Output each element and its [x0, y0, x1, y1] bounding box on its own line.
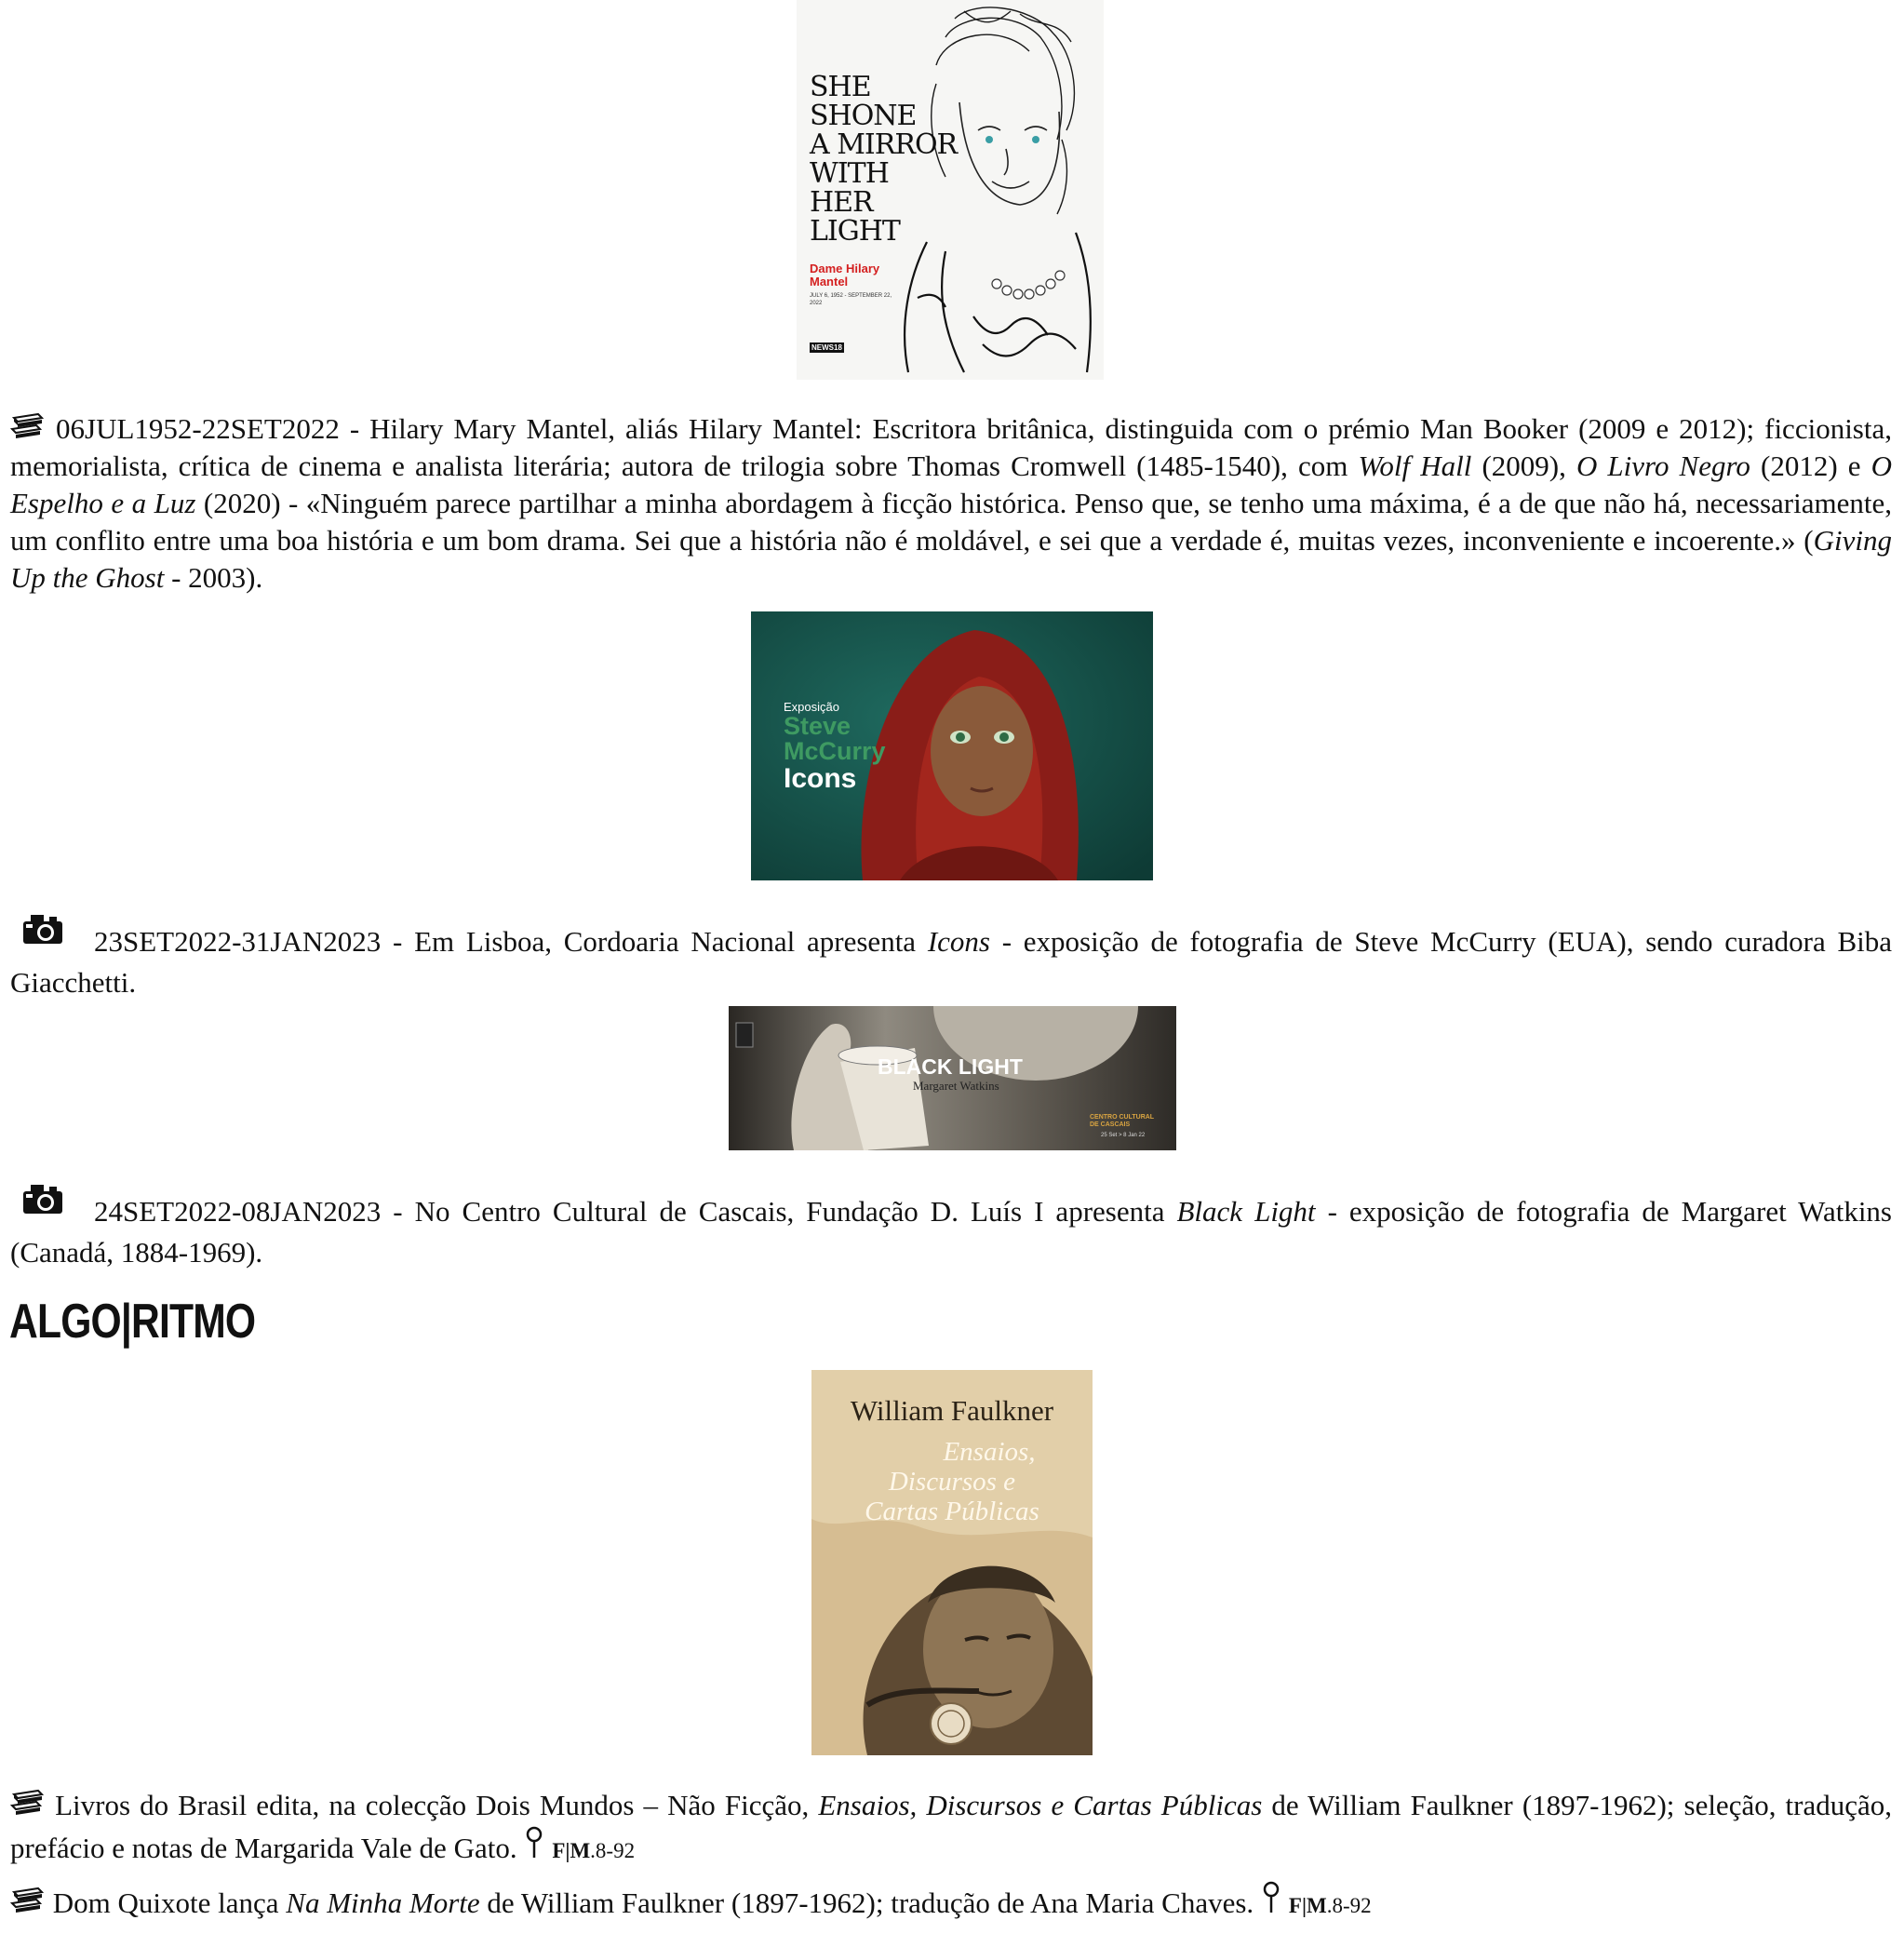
mantel-title-line: A MIRROR — [810, 128, 958, 161]
camera-icon — [21, 912, 66, 946]
map-pin-icon — [1261, 1881, 1281, 1914]
black-light-subtitle: Margaret Watkins — [913, 1079, 999, 1093]
steve-mccurry-icons-poster — [751, 611, 1153, 880]
hilary-mantel-poster — [797, 0, 1104, 380]
entry-text: 23SET2022-31JAN2023 - Em Lisboa, Cordoaria Nacional apresenta — [94, 925, 928, 958]
entry-hilary-mantel — [10, 410, 1892, 597]
entry-text: de William Faulkner (1897-1962); seleção, tradução, prefácio e notas de Margarida Vale de Gato. — [10, 1789, 1893, 1864]
work-title: Na Minha Morte — [286, 1887, 480, 1919]
mantel-poster-dates: JULY 6, 1952 - SEPTEMBER 22, 2022 — [810, 293, 892, 306]
mantel-title-line: WITH — [810, 157, 889, 190]
map-pin-icon — [524, 1826, 544, 1860]
entry-margaret-watkins — [10, 1182, 1892, 1273]
entry-text: (2020) - «Ninguém parece partilhar a minha abordagem à ficção histórica. Penso que, se tenho uma máxima, é a de que não há, necessariamente, um conflito entre uma boa história e um bom drama. Sei que a história não é moldável, e sei que a verdade é, muitas vezes, inconveniente e incoerente.» ( — [10, 487, 1892, 557]
reference-code — [1289, 1894, 1372, 1917]
black-light-dates: 25 Set > 8 Jan 22 — [1101, 1133, 1146, 1138]
books-icon — [10, 412, 46, 442]
black-light-exhibition-banner — [729, 1006, 1176, 1150]
mantel-poster-title — [810, 73, 957, 246]
camera-icon — [21, 1182, 66, 1215]
black-light-venue: CENTRO CULTURAL DE CASCAIS — [1090, 1114, 1154, 1128]
reference-code — [552, 1839, 635, 1862]
work-title: Giving Up the Ghost — [10, 524, 1892, 594]
reference-code-number: .8-92 — [1326, 1894, 1372, 1917]
mccurry-name-line: McCurry — [784, 737, 886, 765]
faulkner-cover-title — [811, 1437, 1093, 1526]
entry-text: de William Faulkner (1897-1962); tradução de Ana Maria Chaves. — [479, 1887, 1261, 1919]
work-title: O Espelho e a Luz — [10, 450, 1893, 519]
entry-text: (2012) e — [1750, 450, 1871, 482]
entry-text: Livros do Brasil edita, na colecção Dois Mundos – Não Ficção, — [46, 1789, 819, 1821]
mantel-title-line: LIGHT — [810, 215, 900, 248]
entry-faulkner-ensaios — [10, 1785, 1892, 1872]
mantel-title-line: SHONE — [810, 100, 917, 132]
work-title: Black Light — [1176, 1195, 1316, 1228]
section-heading: ALGO|RITMO — [9, 1295, 256, 1349]
entry-faulkner-minha-morte — [10, 1881, 1892, 1927]
faulkner-book-cover — [811, 1370, 1093, 1755]
work-title: O Livro Negro — [1575, 450, 1750, 482]
entry-text: (2009), — [1471, 450, 1576, 482]
work-title: Icons — [927, 925, 990, 958]
cover-title-line: Cartas Públicas — [865, 1497, 1039, 1526]
work-title: Wolf Hall — [1358, 450, 1472, 482]
mccurry-poster-name — [784, 714, 886, 764]
reference-code-number: .8-92 — [590, 1839, 636, 1862]
faulkner-portrait — [811, 1370, 1093, 1755]
mantel-poster-brand: NEWS18 — [811, 343, 842, 352]
mccurry-poster-title: Icons — [784, 763, 857, 794]
mantel-title-line: SHE — [810, 71, 871, 103]
black-light-title: BLACK LIGHT — [878, 1054, 1023, 1079]
cover-title-line: Ensaios, — [943, 1437, 1036, 1467]
reference-code-bold: F|M — [552, 1839, 591, 1862]
entry-text: 24SET2022-08JAN2023 - No Centro Cultural de Cascais, Fundação D. Luís I apresenta — [94, 1195, 1177, 1228]
faulkner-cover-author: William Faulkner — [850, 1394, 1054, 1427]
reference-code-bold: F|M — [1288, 1894, 1327, 1917]
mantel-poster-name: Dame Hilary Mantel — [810, 262, 880, 289]
entry-text: - exposição de fotografia de Margaret Watkins (Canadá, 1884-1969). — [10, 1195, 1892, 1269]
mccurry-poster-kicker: Exposição — [784, 700, 839, 714]
mantel-title-line: HER — [810, 186, 873, 219]
entry-text: - 2003). — [164, 561, 263, 594]
entry-text: - exposição de fotografia de Steve McCurry (EUA), sendo curadora Biba Giacchetti. — [10, 925, 1892, 999]
work-title: Ensaios, Discursos e Cartas Públicas — [818, 1789, 1263, 1821]
entry-steve-mccurry — [10, 912, 1892, 1003]
entry-text: Dom Quixote lança — [46, 1887, 287, 1919]
entry-text: 06JUL1952-22SET2022 - Hilary Mary Mantel, aliás Hilary Mantel: Escritora britânica, distinguida com o prémio Man Booker (2009 e 2012); ficcionista, memorialista, crítica de cinema e analista literária; autora de trilogia sobre Thomas Cromwell (1485-1540), com — [10, 412, 1892, 482]
mccurry-name-line: Steve — [784, 712, 851, 740]
books-icon — [10, 1887, 46, 1916]
books-icon — [10, 1789, 46, 1819]
cover-title-line: Discursos e — [888, 1467, 1016, 1497]
